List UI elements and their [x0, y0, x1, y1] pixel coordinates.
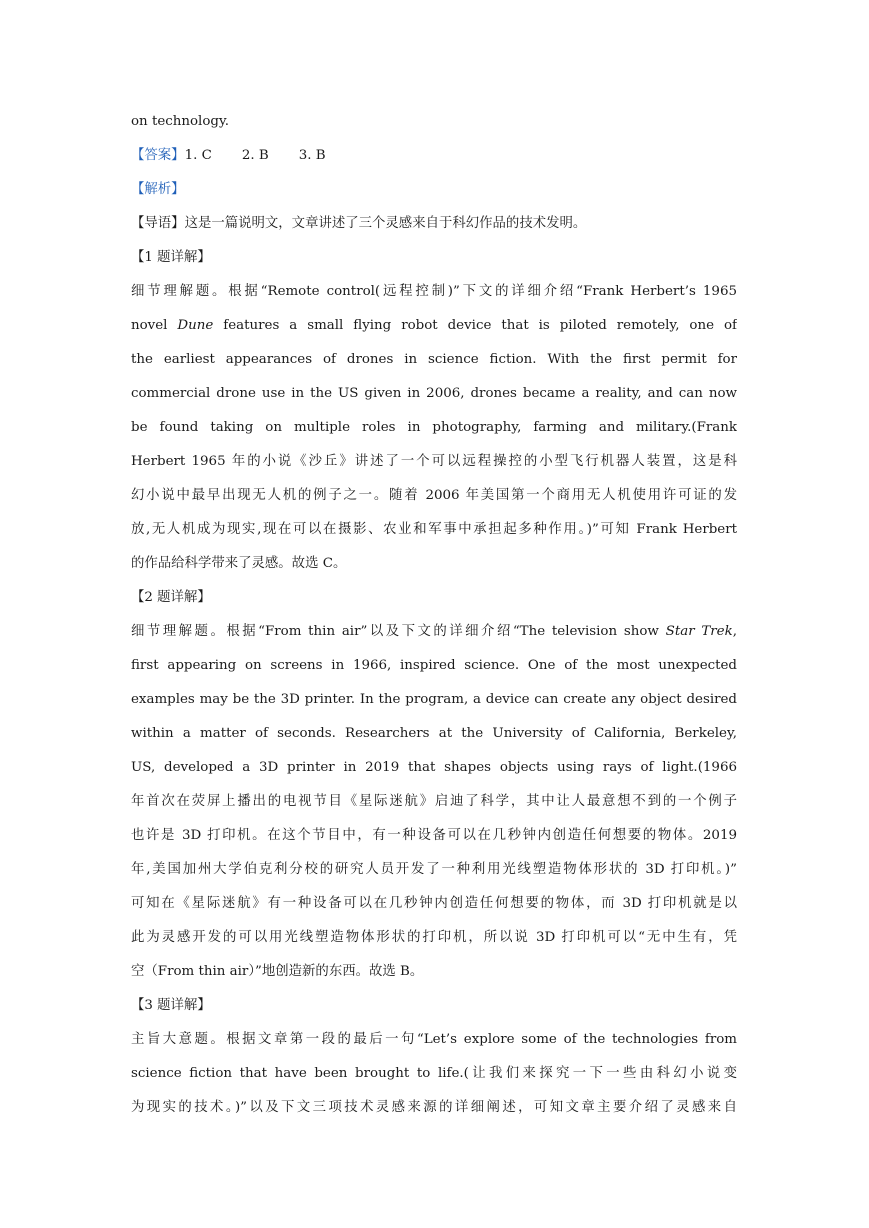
text-line: [131, 312, 737, 346]
analysis-label: 【解析】: [131, 182, 185, 197]
text-line: on technology.: [131, 114, 230, 129]
text-line: be found taking on multiple roles in photography, farming and military.(Frank: [131, 420, 737, 435]
text-line: first appearing on screens in 1966, inspired science. One of the most unexpected: [131, 658, 737, 673]
text-line: 可知在《星际迷航》有一种设备可以在几秒钟内创造任何想要的物体，而 3D 打印机就是以: [131, 896, 737, 911]
text-span: 细节理解题。根据“From thin air”以及下文的详细介绍“The television show: [131, 624, 666, 639]
text-line: 细节理解题。根据“Remote control(远程控制)”下文的详细介绍“Frank Herbert’s 1965: [131, 284, 737, 299]
answer-label: 【答案】: [131, 148, 185, 163]
answer-3: 3. B: [298, 148, 326, 163]
q2-title: 【2 题详解】: [131, 590, 211, 605]
text-line: 为现实的技术。)”以及下文三项技术灵感来源的详细阐述，可知文章主要介绍了灵感来自: [131, 1100, 737, 1115]
text-line: within a matter of seconds. Researchers at the University of California, Berkeley,: [131, 726, 737, 741]
text-line: [131, 618, 737, 652]
text-line: US, developed a 3D printer in 2019 that shapes objects using rays of light.(1966: [131, 760, 737, 775]
text-line: commercial drone use in the US given in 2006, drones became a reality, and can now: [131, 386, 737, 401]
answer-2: 2. B: [241, 148, 269, 163]
guide-line: [131, 210, 737, 244]
guide-label: 【导语】: [131, 216, 185, 231]
text-line: 年首次在荧屏上播出的电视节目《星际迷航》启迪了科学，其中让人最意想不到的一个例子: [131, 794, 737, 809]
text-line: 主旨大意题。根据文章第一段的最后一句“Let’s explore some of the technologies from: [131, 1032, 737, 1047]
text-line: the earliest appearances of drones in science fiction. With the first permit for: [131, 352, 737, 367]
q1-title: 【1 题详解】: [131, 250, 211, 265]
italic-title: Star Trek: [665, 624, 733, 639]
text-line: science fiction that have been brought to life.(让我们来探究一下一些由科幻小说变: [131, 1066, 737, 1081]
text-line: 也许是 3D 打印机。在这个节目中，有一种设备可以在几秒钟内创造任何想要的物体。2019: [131, 828, 737, 843]
text-span: novel: [131, 318, 178, 333]
text-line: examples may be the 3D printer. In the program, a device can create any object desired: [131, 692, 737, 707]
text-line: 空（From thin air）”地创造新的东西。故选 B。: [131, 964, 424, 979]
answer-1: 1. C: [184, 148, 212, 163]
guide-text: 这是一篇说明文，文章讲述了三个灵感来自于科幻作品的技术发明。: [184, 216, 587, 231]
text-span: features a small flying robot device that is piloted remotely, one of: [213, 318, 737, 333]
text-line: 年,美国加州大学伯克利分校的研究人员开发了一种利用光线塑造物体形状的 3D 打印机。)”: [131, 862, 737, 877]
text-span: ,: [732, 624, 737, 639]
text-line: 幻小说中最早出现无人机的例子之一。随着 2006 年美国第一个商用无人机使用许可证的发: [131, 488, 737, 503]
text-line: Herbert 1965 年的小说《沙丘》讲述了一个可以远程操控的小型飞行机器人装置，这是科: [131, 454, 737, 469]
q3-title: 【3 题详解】: [131, 998, 211, 1013]
text-line: 放,无人机成为现实,现在可以在摄影、农业和军事中承担起多种作用。)”可知 Frank Herbert: [131, 522, 737, 537]
document-page: [131, 108, 737, 1128]
text-line: 此为灵感开发的可以用光线塑造物体形状的打印机，所以说 3D 打印机可以“无中生有，凭: [131, 930, 737, 945]
italic-title: Dune: [177, 318, 214, 333]
text-line: 的作品给科学带来了灵感。故选 C。: [131, 556, 347, 571]
answer-line: [131, 142, 737, 176]
